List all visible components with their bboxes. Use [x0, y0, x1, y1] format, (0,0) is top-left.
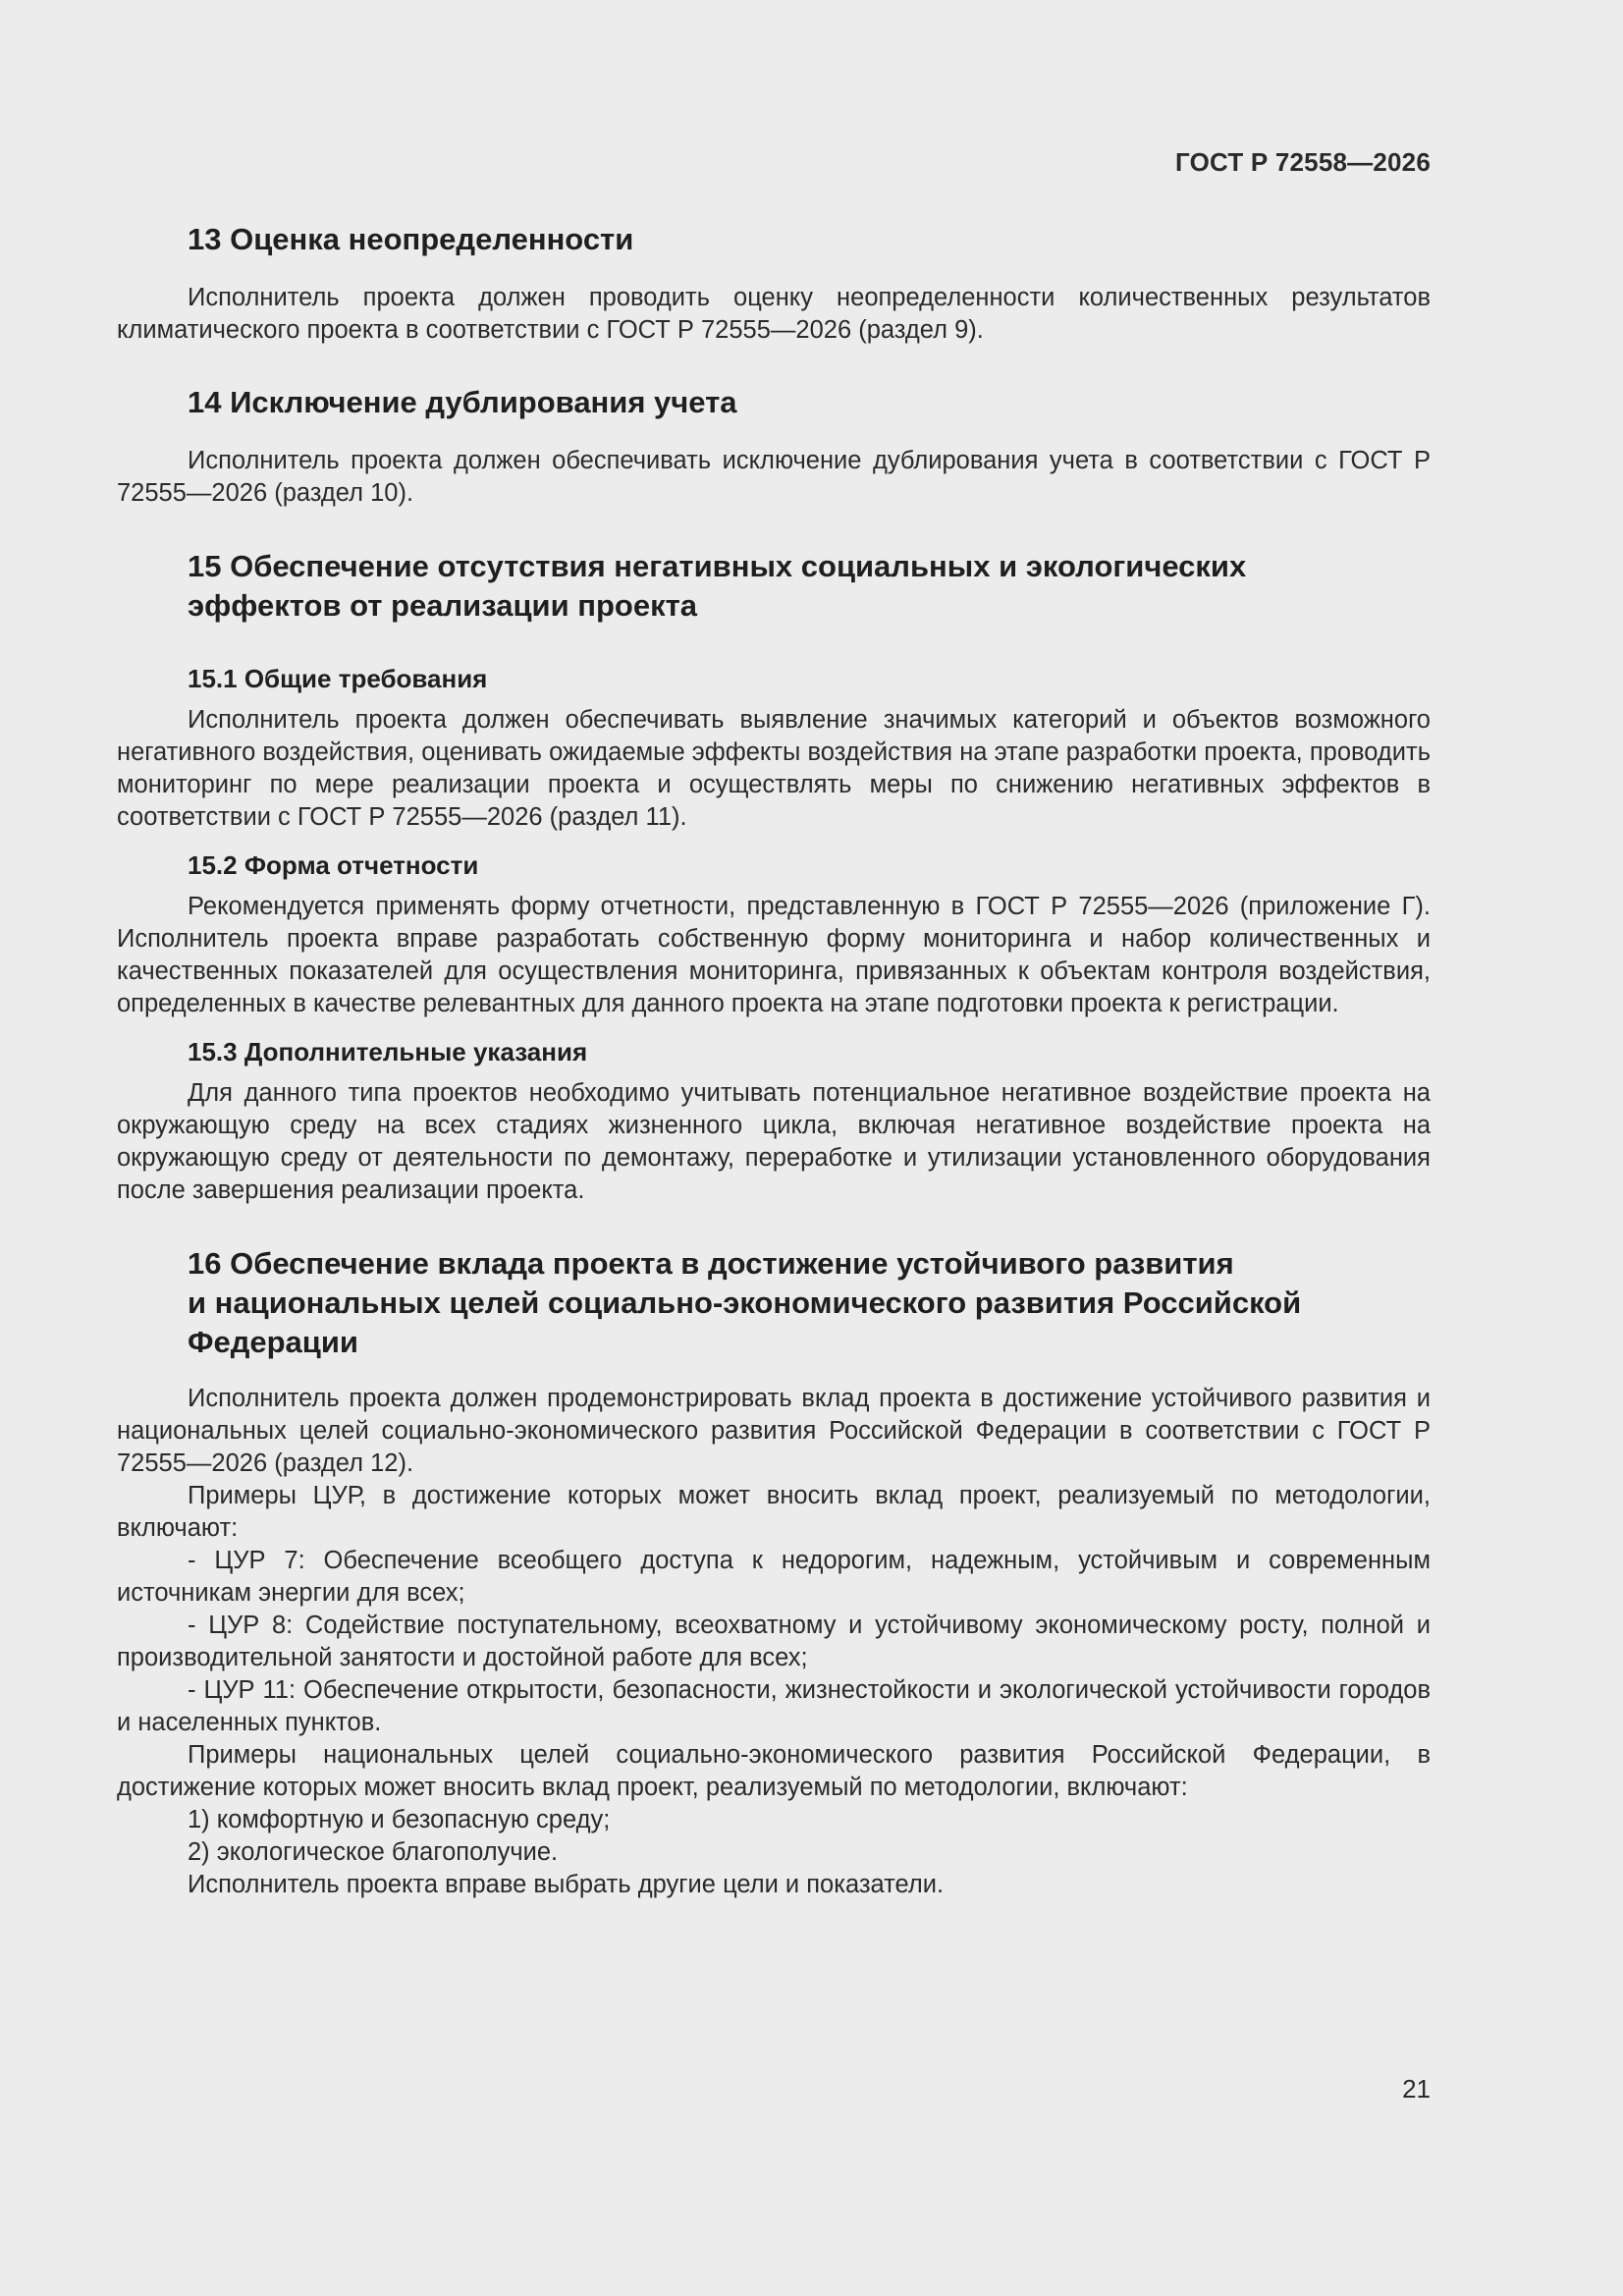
- section-16-title-line-1: 16 Обеспечение вклада проекта в достижение устойчивого развития: [188, 1246, 1234, 1281]
- section-15-title: [117, 547, 1431, 626]
- section-13-paragraph: Исполнитель проекта должен проводить оценку неопределенности количественных результатов климатического проекта в соответствии с ГОСТ Р 72555—2026 (раздел 9).: [117, 284, 1431, 344]
- subsection-15-1-title: 15.1 Общие требования: [188, 664, 488, 693]
- section-13-title: 13 Оценка неопределенности: [188, 222, 634, 256]
- section-15-title-line-2: эффектов от реализации проекта: [188, 588, 698, 623]
- section-16-paragraph-3: Примеры национальных целей социально-экономического развития Российской Федерации, в достижение которых может вносить вклад проект, реализуемый по методологии, включают:: [117, 1741, 1431, 1801]
- section-16-title-line-2: и национальных целей социально-экономического развития Российской: [188, 1285, 1302, 1320]
- section-16-paragraph-2: Примеры ЦУР, в достижение которых может вносить вклад проект, реализуемый по методологии, включают:: [117, 1482, 1431, 1542]
- section-16-title-line-3: Федерации: [188, 1325, 358, 1359]
- subsection-15-2-paragraph: Рекомендуется применять форму отчетности, представленную в ГОСТ Р 72555—2026 (приложение Г). Исполнитель проекта вправе разработать собственную форму мониторинга и набор количественных и качественных показателей для осуществления мониторинга, привязанных к объектам контроля воздействия, определенных в качестве релевантных для данного проекта на этапе подготовки проекта к регистрации.: [117, 893, 1431, 1017]
- section-16-paragraph-1: Исполнитель проекта должен продемонстрировать вклад проекта в достижение устойчивого развития и национальных целей социально-экономического развития Российской Федерации в соответствии с ГОСТ Р 72555—2026 (раздел 12).: [117, 1385, 1431, 1477]
- sdg-8-item: - ЦУР 8: Содействие поступательному, всеохватному и устойчивому экономическому росту, полной и производительной занятости и достойной работе для всех;: [117, 1612, 1431, 1671]
- subsection-15-3-title: 15.3 Дополнительные указания: [188, 1037, 588, 1066]
- national-goal-1-item: 1) комфортную и безопасную среду;: [188, 1806, 611, 1833]
- subsection-15-1-paragraph: Исполнитель проекта должен обеспечивать выявление значимых категорий и объектов возможного негативного воздействия, оценивать ожидаемые эффекты воздействия на этапе разработки проекта, проводить мониторинг по мере реализации проекта и осуществлять меры по снижению негативных эффектов в соответствии с ГОСТ Р 72555—2026 (раздел 11).: [117, 706, 1431, 831]
- document-code-header: ГОСТ Р 72558—2026: [1175, 147, 1431, 177]
- subsection-15-2-title: 15.2 Форма отчетности: [188, 850, 479, 880]
- section-16-title: [117, 1244, 1431, 1362]
- sdg-7-item: - ЦУР 7: Обеспечение всеобщего доступа к недорогим, надежным, устойчивым и современным источникам энергии для всех;: [117, 1547, 1431, 1607]
- page-number: 21: [1402, 2074, 1431, 2104]
- national-goal-2-item: 2) экологическое благополучие.: [188, 1838, 559, 1866]
- section-14-paragraph: Исполнитель проекта должен обеспечивать исключение дублирования учета в соответствии с ГОСТ Р 72555—2026 (раздел 10).: [117, 447, 1431, 507]
- sdg-11-item: - ЦУР 11: Обеспечение открытости, безопасности, жизнестойкости и экологической устойчивости городов и населенных пунктов.: [117, 1676, 1431, 1736]
- section-14-title: 14 Исключение дублирования учета: [188, 385, 737, 419]
- section-15-title-line-1: 15 Обеспечение отсутствия негативных социальных и экологических: [188, 549, 1247, 583]
- subsection-15-3-paragraph: Для данного типа проектов необходимо учитывать потенциальное негативное воздействие проекта на окружающую среду на всех стадиях жизненного цикла, включая негативное воздействие проекта на окружающую среду от деятельности по демонтажу, переработке и утилизации установленного оборудования после завершения реализации проекта.: [117, 1079, 1431, 1204]
- section-16-paragraph-4: Исполнитель проекта вправе выбрать другие цели и показатели.: [188, 1871, 945, 1898]
- page-body: [117, 220, 1431, 1901]
